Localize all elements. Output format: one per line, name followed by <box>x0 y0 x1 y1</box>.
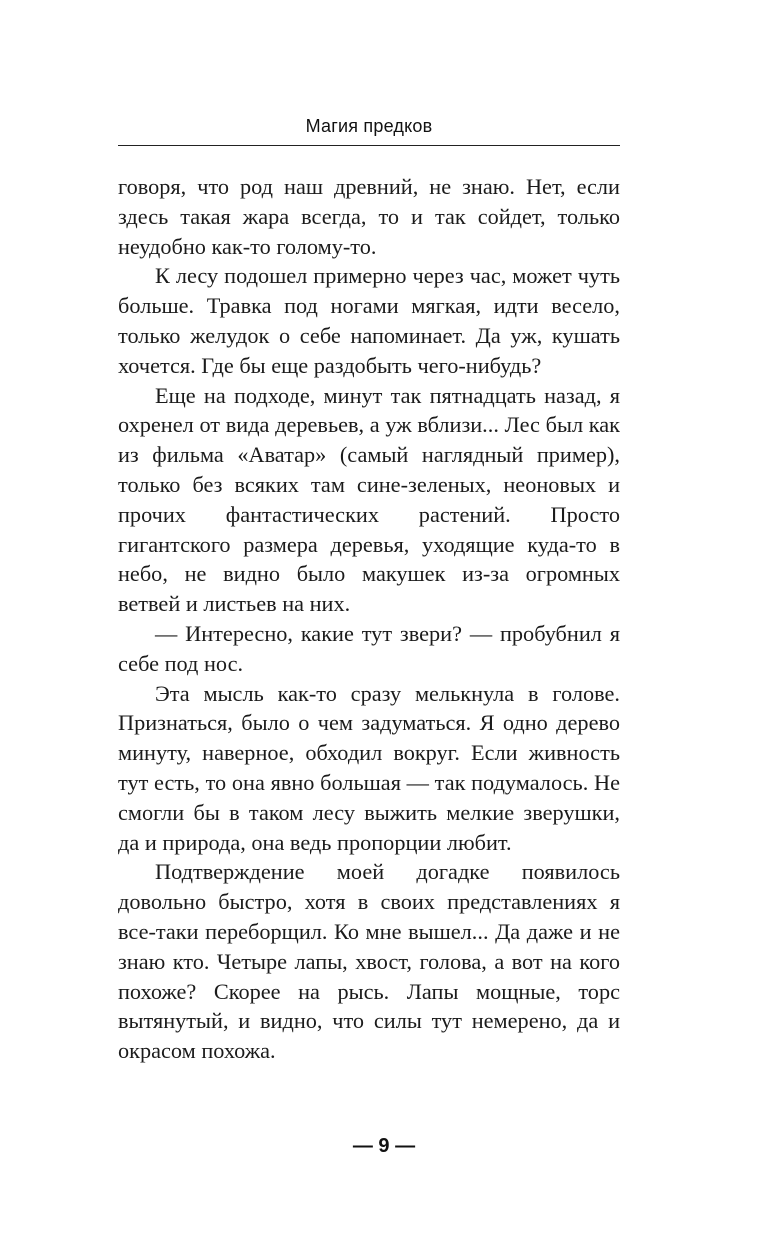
paragraph-dialogue: — Интересно, какие тут звери? — пробубнил я себе под нос. <box>118 620 620 676</box>
body-text <box>118 172 620 1066</box>
page-number: — 9 — <box>352 1135 416 1157</box>
paragraph: Эта мысль как-то сразу мелькнула в голове. Признаться, было о чем задуматься. Я одно дерево минуту, наверное, обходил вокруг. Если живность тут есть, то она явно большая — так подумалось. Не смогли бы в таком лесу выжить мелкие зверушки, да и природа, она ведь пропорции любит. <box>118 680 620 855</box>
paragraph: К лесу подошел примерно через час, может чуть больше. Травка под ногами мягкая, идти весело, только желудок о себе напоминает. Да уж, кушать хочется. Где бы еще раздобыть чего-нибудь? <box>118 263 620 378</box>
paragraph: говоря, что род наш древний, не знаю. Нет, если здесь такая жара всегда, то и так сойдет, только неудобно как-то голому-то. <box>118 174 620 259</box>
running-title: Магия предков <box>305 116 433 136</box>
paragraph: Подтверждение моей догадке появилось довольно быстро, хотя в своих представлениях я все-таки переборщил. Ко мне вышел... Да даже и не знаю кто. Четыре лапы, хвост, голова, а вот на кого похоже? Скорее на рысь. Лапы мощные, торс вытянутый, и видно, что силы тут немерено, да и окрасом похожа. <box>118 859 620 1064</box>
paragraph: Еще на подходе, минут так пятнадцать назад, я охренел от вида деревьев, а уж вблизи... Лес был как из фильма «Аватар» (самый наглядный пример), только без всяких там сине-зеленых, неоновых и прочих фантастических растений. Просто гигантского размера деревья, уходящие куда-то в небо, не видно было макушек из-за огромных ветвей и листьев на них. <box>118 382 620 617</box>
header-rule <box>118 145 620 146</box>
